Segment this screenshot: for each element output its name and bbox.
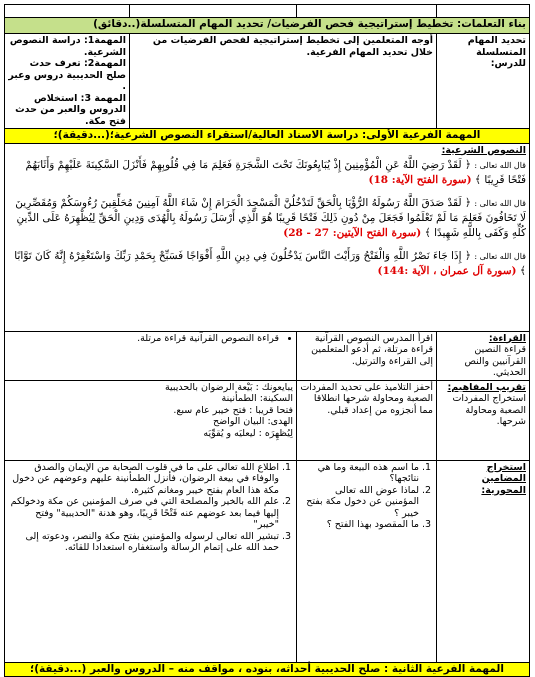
concept-item-1: يبايعونك : بَيْعة الرضوان بالحديبية xyxy=(164,381,293,393)
verse-3-intro: قال الله تعالى : xyxy=(474,252,526,261)
verse-2-ref: (سورة الفتح الآيتين: 27 - 28) xyxy=(283,227,422,239)
plan-task-3: المهمة 3: استخلاص الدروس والعبر من حدث فتح مكة. xyxy=(15,92,126,127)
reading-learner xyxy=(5,331,297,380)
header-cell-3 xyxy=(130,5,297,18)
concept-item-3: فتحا قريبا : فتح خيبر عام سبع. xyxy=(173,404,293,416)
reading-label-text: قراءة النصين القرآنيين والنص الحديثي. xyxy=(464,344,526,378)
concepts-label-text: استخراج المفردات الصعبة ومحاولة شرحها. xyxy=(452,393,526,427)
concept-item-4: الهدى: البيان الواضح xyxy=(213,416,293,427)
plan-description: أوجه المتعلمين إلى تخطيط إستراتيجية لفحص الفرضيات من خلال تحديد المهام الفرعية. xyxy=(130,34,437,129)
plan-task-1: المهمة1: دراسة النصوص الشرعية. xyxy=(9,35,126,58)
plan-label: تحديد المهام المتسلسلة للدرس: xyxy=(437,34,530,129)
task2-title: المهمة الفرعية الثانية : صلح الحديبية أحداثه، بنوده ، مواقف منه – الدروس والعبر (...دقيقة)؛ xyxy=(5,662,530,677)
verse-1-ref: (سورة الفتح الآية: 18) xyxy=(368,174,472,186)
verse-2-intro: قال الله تعالى : xyxy=(474,199,526,208)
answer-1: 1. اطلاع الله تعالى على ما في قلوب الصحابة من الإيمان والصدق والوفاء في بيعة الرضوان، فأنزل الطمأنينة عليهم وعوضهم عن دخول مكة هذا العام بفتح خيبر ومغانم كثيرة. xyxy=(8,462,279,497)
concepts-teacher: أحفز التلاميذ على تحديد المفردات الصعبة ومحاولة شرحها انطلاقا مما أنجزوه من إعداد قبلي. xyxy=(297,380,437,460)
verse-1-text: ﴿ لَقَدْ رَضِيَ اللَّهُ عَنِ الْمُؤْمِنِينَ إِذْ يُبَايِعُونَكَ تَحْتَ الشَّجَرَةِ فَعَلِمَ مَا فِي قُلُوبِهِمْ فَأَنْزَلَ السَّكِينَةَ عَلَيْهِمْ وَأَثَابَهُمْ فَتْحًا قَرِيبًا ﴾ xyxy=(25,159,526,186)
concepts-label: تقريب المفاهيم: xyxy=(447,381,526,393)
texts-heading: النصوص الشرعية: xyxy=(441,144,526,156)
content-questions xyxy=(297,460,437,662)
verse-3 xyxy=(8,249,526,279)
header-cell-2 xyxy=(297,5,437,18)
question-2: 2. لماذا عوض الله تعالى المؤمنين عن دخول مكة بفتح خيبر ؟ xyxy=(300,485,419,520)
concepts-list xyxy=(5,380,297,460)
question-1: 1. ما اسم هذه البيعة وما هي نتائجها؟ xyxy=(300,462,419,485)
reading-item: • قراءة النصوص القرآنية قراءة مرتلة. xyxy=(8,333,279,345)
answer-3: 3. تبشير الله تعالى لرسوله والمؤمنين بفتح مكة والنصر، ودعوته إلى حمد الله على إتمام الرسالة واستغفاره استعدادا للقائه. xyxy=(8,531,279,554)
question-3: 3. ما المقصود بهذا الفتح ؟ xyxy=(300,519,419,531)
concepts-label-cell xyxy=(437,380,530,460)
verse-1 xyxy=(8,158,526,188)
verse-1-intro: قال الله تعالى : xyxy=(474,161,526,170)
reading-label: القراءة: xyxy=(488,332,526,344)
section-title: بناء التعلمات: تخطيط إستراتيجية فحص الفرضيات/ تحديد المهام المتسلسلة(..دقائق) xyxy=(5,18,530,34)
verse-3-text: ﴿ إِذَا جَاءَ نَصْرُ اللَّهِ وَالْفَتْحُ وَرَأَيْتَ النَّاسَ يَدْخُلُونَ فِي دِينِ اللَّهِ أَفْوَاجًا فَسَبِّحْ بِحَمْدِ رَبِّكَ وَاسْتَغْفِرْهُ إِنَّهُ كَانَ تَوَّابًا ﴾ xyxy=(14,250,526,277)
plan-task-2: المهمة2: تعرف حدث صلح الحديبية دروس وعبر . xyxy=(8,58,126,92)
reading-teacher: اقرأ المدرس النصوص القرآنية قراءة مرتلة، ثم أدعو المتعلمين إلى القراءة والترتيل. xyxy=(297,331,437,380)
sharia-texts xyxy=(5,143,530,331)
concept-item-5: لِيُظهِرَه : ليعليَه و يُقوِّيَه xyxy=(203,427,293,439)
verse-3-ref: (سورة آل عمران ، الآية :144) xyxy=(377,265,517,277)
header-cell-4 xyxy=(5,5,130,18)
content-answers xyxy=(5,460,297,662)
concept-item-2: السكينة: الطمأنينة xyxy=(221,393,293,404)
reading-label-cell xyxy=(437,331,530,380)
verse-2-text: ﴿ لَقَدْ صَدَقَ اللَّهُ رَسُولَهُ الرُّؤْيَا بِالْحَقِّ لَتَدْخُلُنَّ الْمَسْجِدَ الْحَرَامَ إِنْ شَاءَ اللَّهُ آمِنِينَ مُحَلِّقِينَ رُءُوسَكُمْ وَمُقَصِّرِينَ لَا تَخَافُونَ فَعَلِمَ مَا لَمْ تَعْلَمُوا فَجَعَلَ مِنْ دُونِ ذَلِكَ فَتْحًا قَرِيبًا هُوَ الَّذِي أَرْسَلَ رَسُولَهُ بِالْهُدَى وَدِينِ الْحَقِّ لِيُظْهِرَهُ عَلَى الدِّينِ كُلِّهِ وَكَفَى بِاللَّهِ شَهِيدًا ﴾ xyxy=(15,197,526,239)
content-label: استخراج المضامين المحورية: xyxy=(437,460,530,662)
plan-tasks xyxy=(5,34,130,129)
header-cell-1 xyxy=(437,5,530,18)
verse-2 xyxy=(8,196,526,241)
answer-2: 2. علم الله بالخير والمصلحة التي في صرف المؤمنين عن مكة ودخولكم إليها فيما بعد عوضهم عنه فَتْحًا قَرِيبًا، وهو هدنة "الحديبية" وفتح "خيبر" xyxy=(8,496,279,531)
lesson-table xyxy=(4,4,530,677)
task1-title: المهمة الفرعية الأولى: دراسة الاسناد العالية/استقراء النصوص الشرعية؛(...دقيقة)؛ xyxy=(5,129,530,144)
